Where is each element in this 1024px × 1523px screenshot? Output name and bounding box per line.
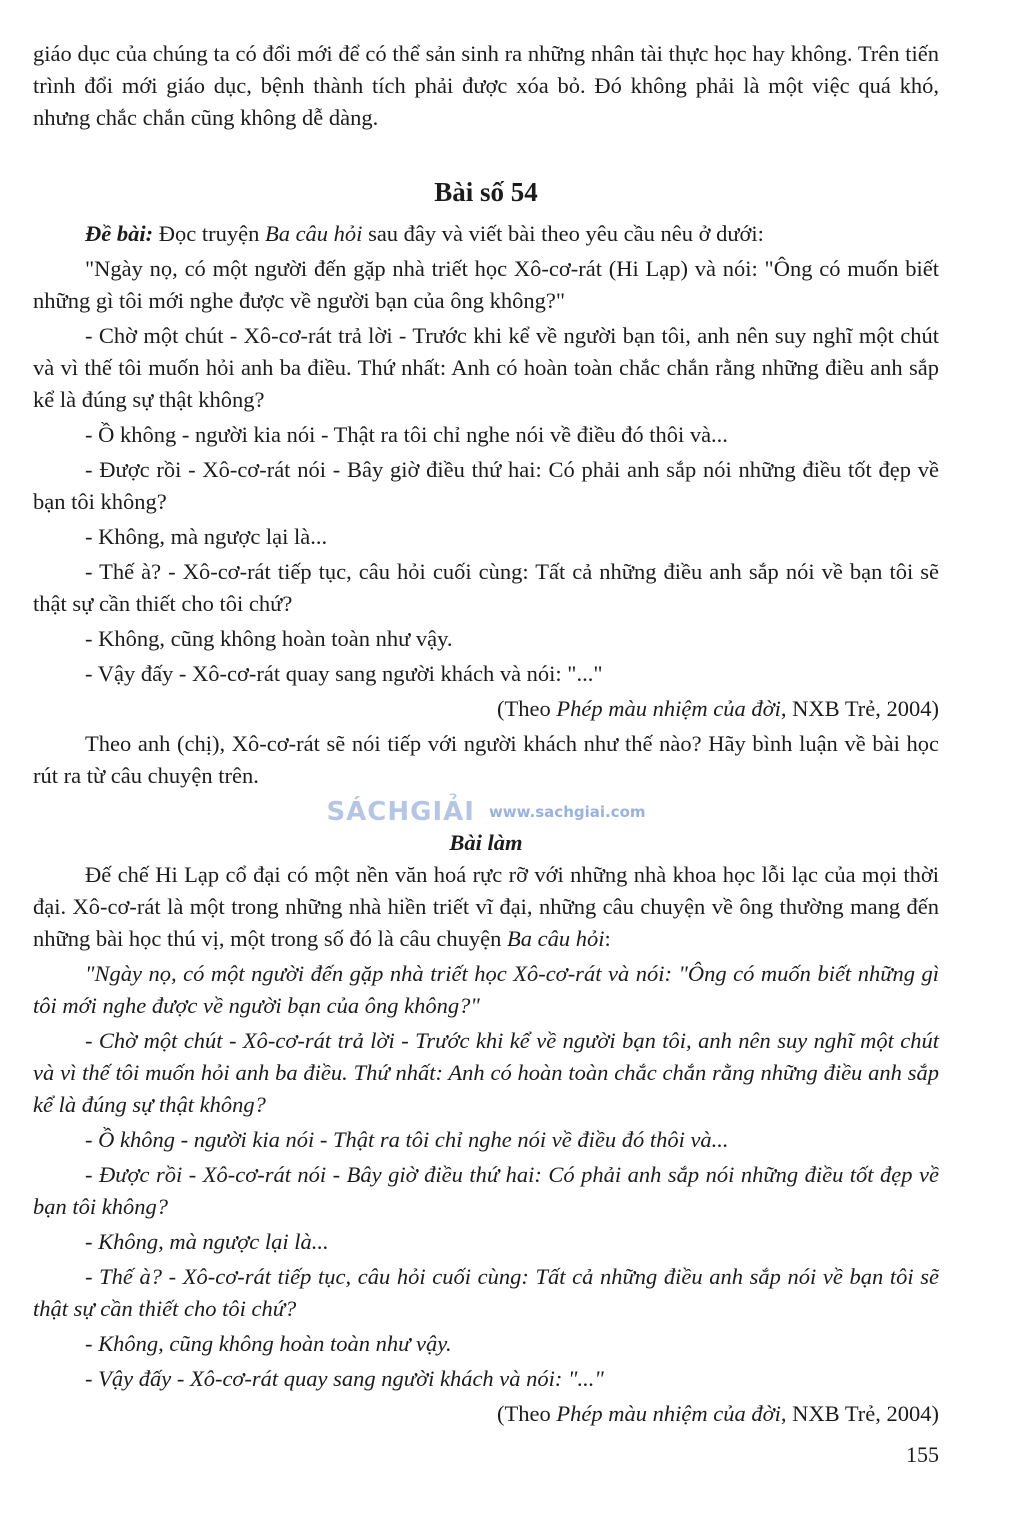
source-book: Phép màu nhiệm của đời bbox=[556, 1401, 781, 1426]
assignment-text: sau đây và viết bài theo yêu cầu nêu ở dưới: bbox=[362, 221, 764, 246]
story-paragraph: - Thế à? - Xô-cơ-rát tiếp tục, câu hỏi cuối cùng: Tất cả những điều anh sắp nói về bạn tôi sẽ thật sự cần thiết cho tôi chứ? bbox=[33, 559, 939, 616]
source-pre: (Theo bbox=[497, 696, 557, 721]
exercise-title: Bài số 54 bbox=[434, 177, 538, 207]
source-book: Phép màu nhiệm của đời bbox=[556, 696, 781, 721]
quote-paragraph: - Chờ một chút - Xô-cơ-rát trả lời - Trước khi kể về người bạn tôi, anh nên suy nghĩ một chút và vì thế tôi muốn hỏi anh ba điều. Thứ nhất: Anh có hoàn toàn chắc chắn rằng những điều anh sắp kể là đúng sự thật không? bbox=[33, 1028, 939, 1117]
story-paragraph: - Không, cũng không hoàn toàn như vậy. bbox=[85, 626, 453, 651]
source-pre: (Theo bbox=[497, 1401, 557, 1426]
quote-paragraph: - Vậy đấy - Xô-cơ-rát quay sang người khách và nói: "..." bbox=[85, 1366, 604, 1391]
story-paragraph: "Ngày nọ, có một người đến gặp nhà triết học Xô-cơ-rát (Hi Lạp) và nói: "Ông có muốn biết những gì tôi mới nghe được về người bạn của ông không?" bbox=[33, 256, 939, 313]
assignment-text: Đọc truyện bbox=[153, 221, 265, 246]
quote-paragraph: - Không, mà ngược lại là... bbox=[85, 1229, 329, 1254]
answer-intro-text: Đế chế Hi Lạp cổ đại có một nền văn hoá rực rỡ với những nhà khoa học lỗi lạc của mọi thời đại. Xô-cơ-rát là một trong những nhà hiền triết vĩ đại, những câu chuyện về ông thường mang đến những bài học thú vị, một trong số đó là câu chuyện bbox=[33, 862, 939, 951]
quoted-story bbox=[33, 958, 939, 1395]
watermark-logo: SÁCHGIẢI bbox=[326, 796, 475, 827]
story-paragraph: - Chờ một chút - Xô-cơ-rát trả lời - Trước khi kể về người bạn tôi, anh nên suy nghĩ một chút và vì thế tôi muốn hỏi anh ba điều. Thứ nhất: Anh có hoàn toàn chắc chắn rằng những điều anh sắp kể là đúng sự thật không? bbox=[33, 323, 939, 412]
story-title: Ba câu hỏi bbox=[264, 221, 363, 246]
watermark-url: www.sachgiai.com bbox=[488, 802, 646, 821]
intro-paragraph: giáo dục của chúng ta có đổi mới để có thể sản sinh ra những nhân tài thực học hay không. Trên tiến trình đổi mới giáo dục, bệnh thành tích phải được xóa bỏ. Đó không phải là một việc quá khó, nhưng chắc chắn cũng không dễ dàng. bbox=[33, 41, 939, 130]
quote-paragraph: - Được rồi - Xô-cơ-rát nói - Bây giờ điều thứ hai: Có phải anh sắp nói những điều tốt đẹp về bạn tôi không? bbox=[33, 1162, 939, 1219]
quote-paragraph: "Ngày nọ, có một người đến gặp nhà triết học Xô-cơ-rát và nói: "Ông có muốn biết những gì tôi mới nghe được về người bạn của ông không?" bbox=[33, 961, 939, 1018]
story-paragraph: - Không, mà ngược lại là... bbox=[85, 524, 328, 549]
answer-intro-post: : bbox=[604, 926, 611, 951]
assignment-prompt bbox=[33, 218, 939, 250]
quote-paragraph: - Không, cũng không hoàn toàn như vậy. bbox=[85, 1331, 452, 1356]
story-paragraph: - Ồ không - người kia nói - Thật ra tôi chỉ nghe nói về điều đó thôi và... bbox=[85, 422, 728, 447]
page-number: 155 bbox=[906, 1442, 939, 1467]
story-paragraph: - Được rồi - Xô-cơ-rát nói - Bây giờ điều thứ hai: Có phải anh sắp nói những điều tốt đẹp về bạn tôi không? bbox=[33, 457, 939, 514]
question-paragraph: Theo anh (chị), Xô-cơ-rát sẽ nói tiếp với người khách như thế nào? Hãy bình luận về bài học rút ra từ câu chuyện trên. bbox=[33, 731, 939, 788]
assignment-label: Đề bài: bbox=[85, 221, 154, 246]
watermark bbox=[33, 795, 939, 825]
answer-intro bbox=[33, 859, 939, 955]
story-text bbox=[33, 253, 939, 690]
source-post: , NXB Trẻ, 2004) bbox=[780, 696, 939, 721]
source-citation bbox=[33, 693, 939, 725]
quote-paragraph: - Ồ không - người kia nói - Thật ra tôi chỉ nghe nói về điều đó thôi và... bbox=[85, 1127, 729, 1152]
story-title: Ba câu hỏi bbox=[506, 926, 605, 951]
quote-paragraph: - Thế à? - Xô-cơ-rát tiếp tục, câu hỏi cuối cùng: Tất cả những điều anh sắp nói về bạn tôi sẽ thật sự cần thiết cho tôi chứ? bbox=[33, 1264, 939, 1321]
source-post: , NXB Trẻ, 2004) bbox=[780, 1401, 939, 1426]
source-citation bbox=[33, 1398, 939, 1430]
book-page bbox=[33, 0, 939, 1490]
answer-heading: Bài làm bbox=[449, 830, 523, 855]
story-paragraph: - Vậy đấy - Xô-cơ-rát quay sang người khách và nói: "..." bbox=[85, 661, 603, 686]
